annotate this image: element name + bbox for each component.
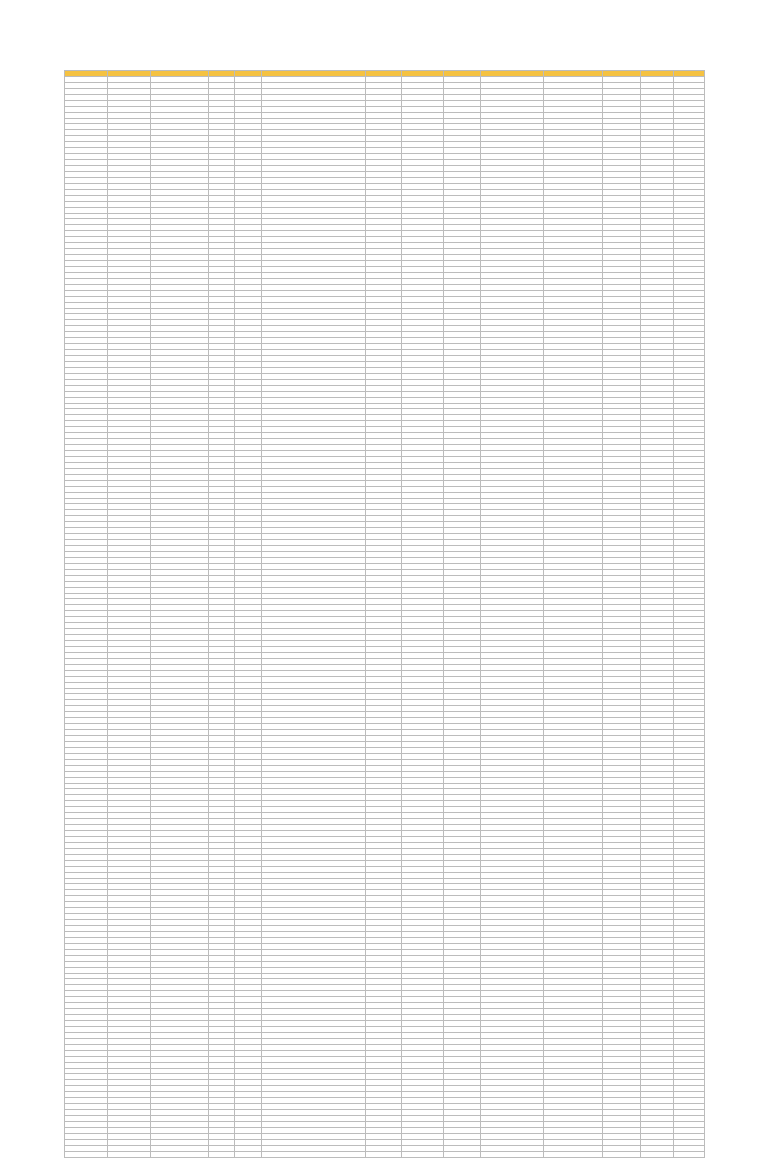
table-body — [65, 76, 705, 1157]
table-cell — [481, 1151, 544, 1157]
table-cell — [235, 1151, 262, 1157]
table-cell — [444, 1151, 481, 1157]
data-table — [64, 70, 705, 1158]
table-cell — [641, 1151, 674, 1157]
table-cell — [603, 1151, 641, 1157]
spreadsheet — [64, 70, 704, 1158]
table-cell — [366, 1151, 402, 1157]
table-cell — [151, 1151, 209, 1157]
table-row — [65, 1151, 705, 1157]
table-cell — [209, 1151, 235, 1157]
table-cell — [65, 1151, 108, 1157]
table-cell — [674, 1151, 705, 1157]
table-cell — [262, 1151, 366, 1157]
table-cell — [544, 1151, 603, 1157]
table-cell — [402, 1151, 444, 1157]
table-cell — [108, 1151, 151, 1157]
